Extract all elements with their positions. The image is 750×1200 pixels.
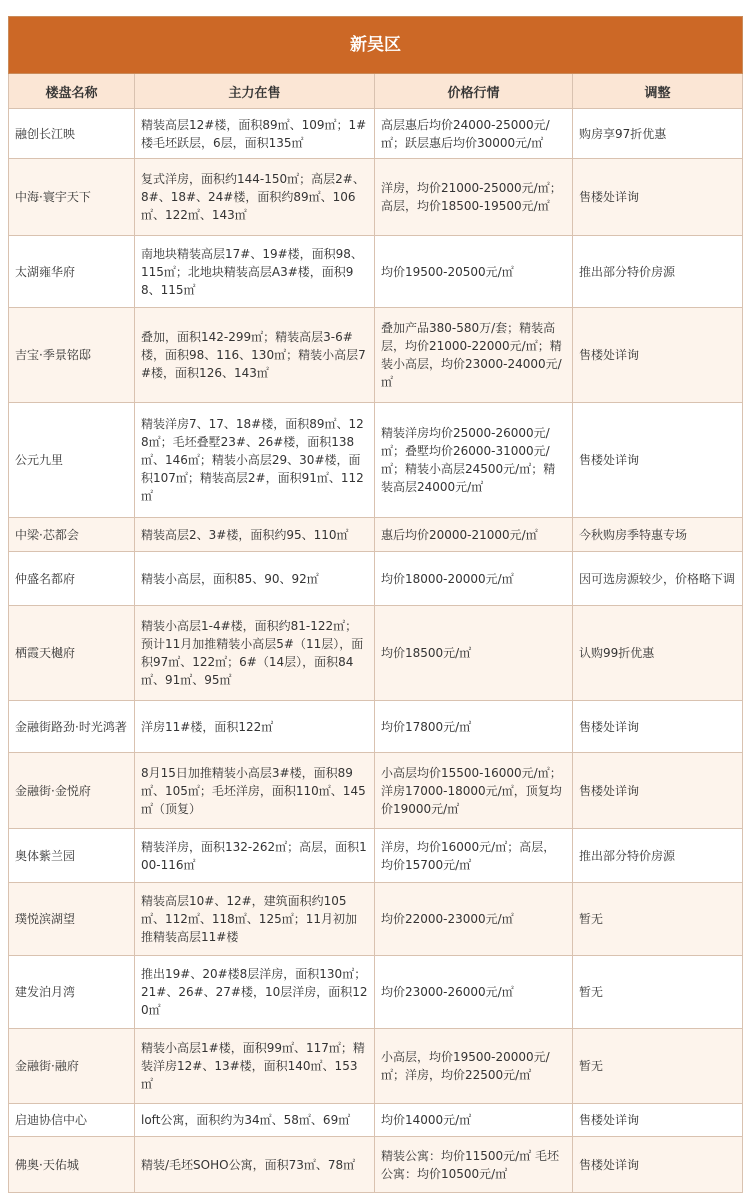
table-row xyxy=(9,606,743,701)
cell-sale: 精装小高层1#楼，面积99㎡、117㎡；精装洋房12#、13#楼，面积140㎡、153㎡ xyxy=(135,1029,375,1104)
table-row xyxy=(9,552,743,606)
cell-sale: loft公寓，面积约为34㎡、58㎡、69㎡ xyxy=(135,1104,375,1137)
cell-price: 均价14000元/㎡ xyxy=(375,1104,573,1137)
table-row xyxy=(9,1029,743,1104)
cell-name: 公元九里 xyxy=(9,403,135,518)
cell-sale: 精装洋房7、17、18#楼，面积89㎡、128㎡；毛坯叠墅23#、26#楼，面积138㎡、146㎡；精装小高层29、30#楼，面积107㎡；精装高层2#，面积91㎡、112㎡ xyxy=(135,403,375,518)
table-row xyxy=(9,403,743,518)
cell-adjust: 推出部分特价房源 xyxy=(573,829,743,883)
cell-price: 均价18000-20000元/㎡ xyxy=(375,552,573,606)
cell-price: 均价22000-23000元/㎡ xyxy=(375,883,573,956)
cell-adjust: 售楼处详询 xyxy=(573,159,743,236)
cell-adjust: 售楼处详询 xyxy=(573,403,743,518)
cell-sale: 推出19#、20#楼8层洋房，面积130㎡；21#、26#、27#楼，10层洋房，面积120㎡ xyxy=(135,956,375,1029)
cell-name: 启迪协信中心 xyxy=(9,1104,135,1137)
cell-name: 奥体紫兰园 xyxy=(9,829,135,883)
table-row xyxy=(9,956,743,1029)
cell-sale: 精装高层10#、12#，建筑面积约105㎡、112㎡、118㎡、125㎡；11月初加推精装高层11#楼 xyxy=(135,883,375,956)
table-header-row xyxy=(9,74,743,109)
cell-adjust: 售楼处详询 xyxy=(573,1104,743,1137)
cell-adjust: 售楼处详询 xyxy=(573,308,743,403)
cell-adjust: 认购99折优惠 xyxy=(573,606,743,701)
cell-sale: 复式洋房，面积约144-150㎡；高层2#、8#、18#、24#楼，面积约89㎡、106㎡、122㎡、143㎡ xyxy=(135,159,375,236)
cell-price: 洋房，均价16000元/㎡；高层，均价15700元/㎡ xyxy=(375,829,573,883)
cell-name: 太湖雍华府 xyxy=(9,236,135,308)
cell-price: 小高层均价15500-16000元/㎡；洋房17000-18000元/㎡，顶复均价19000元/㎡ xyxy=(375,753,573,829)
table-row xyxy=(9,159,743,236)
cell-name: 中海·寰宇天下 xyxy=(9,159,135,236)
table-title: 新吴区 xyxy=(9,17,743,74)
header-name: 楼盘名称 xyxy=(9,74,135,109)
cell-sale: 南地块精装高层17#、19#楼，面积98、115㎡；北地块精装高层A3#楼，面积98、115㎡ xyxy=(135,236,375,308)
price-table-container xyxy=(8,16,742,1193)
cell-adjust: 售楼处详询 xyxy=(573,701,743,753)
table-row xyxy=(9,883,743,956)
cell-price: 均价19500-20500元/㎡ xyxy=(375,236,573,308)
cell-adjust: 推出部分特价房源 xyxy=(573,236,743,308)
cell-adjust: 暂无 xyxy=(573,956,743,1029)
cell-sale: 精装洋房，面积132-262㎡；高层，面积100-116㎡ xyxy=(135,829,375,883)
cell-sale: 精装高层12#楼，面积89㎡、109㎡；1#楼毛坯跃层，6层，面积135㎡ xyxy=(135,109,375,159)
header-sale: 主力在售 xyxy=(135,74,375,109)
cell-sale: 精装/毛坯SOHO公寓，面积73㎡、78㎡ xyxy=(135,1137,375,1193)
cell-name: 金融街·金悦府 xyxy=(9,753,135,829)
cell-sale: 叠加，面积142-299㎡；精装高层3-6#楼，面积98、116、130㎡；精装小高层7#楼，面积126、143㎡ xyxy=(135,308,375,403)
table-row xyxy=(9,829,743,883)
table-row xyxy=(9,518,743,552)
header-adjust: 调整 xyxy=(573,74,743,109)
cell-adjust: 售楼处详询 xyxy=(573,1137,743,1193)
cell-price: 精装公寓：均价11500元/㎡ 毛坯公寓：均价10500元/㎡ xyxy=(375,1137,573,1193)
cell-name: 璞悦滨湖望 xyxy=(9,883,135,956)
cell-adjust: 售楼处详询 xyxy=(573,753,743,829)
cell-adjust: 购房享97折优惠 xyxy=(573,109,743,159)
header-price: 价格行情 xyxy=(375,74,573,109)
table-row xyxy=(9,753,743,829)
cell-name: 金融街路劲·时光鸿著 xyxy=(9,701,135,753)
cell-sale: 精装小高层，面积85、90、92㎡ xyxy=(135,552,375,606)
cell-name: 中梁·芯都会 xyxy=(9,518,135,552)
cell-adjust: 今秋购房季特惠专场 xyxy=(573,518,743,552)
cell-name: 仲盛名都府 xyxy=(9,552,135,606)
price-table xyxy=(8,16,743,1193)
cell-price: 均价23000-26000元/㎡ xyxy=(375,956,573,1029)
cell-price: 均价17800元/㎡ xyxy=(375,701,573,753)
cell-price: 精装洋房均价25000-26000元/㎡；叠墅均价26000-31000元/㎡；精装小高层24500元/㎡；精装高层24000元/㎡ xyxy=(375,403,573,518)
table-row xyxy=(9,109,743,159)
cell-sale: 精装高层2、3#楼，面积约95、110㎡ xyxy=(135,518,375,552)
cell-price: 惠后均价20000-21000元/㎡ xyxy=(375,518,573,552)
cell-name: 吉宝·季景铭邸 xyxy=(9,308,135,403)
cell-name: 金融街·融府 xyxy=(9,1029,135,1104)
cell-name: 佛奥·天佑城 xyxy=(9,1137,135,1193)
cell-price: 高层惠后均价24000-25000元/㎡；跃层惠后均价30000元/㎡ xyxy=(375,109,573,159)
table-row xyxy=(9,236,743,308)
cell-name: 建发泊月湾 xyxy=(9,956,135,1029)
cell-sale: 洋房11#楼，面积122㎡ xyxy=(135,701,375,753)
cell-adjust: 暂无 xyxy=(573,883,743,956)
cell-adjust: 暂无 xyxy=(573,1029,743,1104)
table-row xyxy=(9,1104,743,1137)
cell-price: 均价18500元/㎡ xyxy=(375,606,573,701)
cell-sale: 精装小高层1-4#楼，面积约81-122㎡；预计11月加推精装小高层5#（11层），面积97㎡、122㎡；6#（14层），面积84㎡、91㎡、95㎡ xyxy=(135,606,375,701)
cell-price: 洋房，均价21000-25000元/㎡；高层，均价18500-19500元/㎡ xyxy=(375,159,573,236)
table-row xyxy=(9,308,743,403)
cell-price: 叠加产品380-580万/套；精装高层，均价21000-22000元/㎡；精装小高层，均价23000-24000元/㎡ xyxy=(375,308,573,403)
table-row xyxy=(9,701,743,753)
cell-price: 小高层，均价19500-20000元/㎡；洋房，均价22500元/㎡ xyxy=(375,1029,573,1104)
cell-adjust: 因可选房源较少，价格略下调 xyxy=(573,552,743,606)
table-row xyxy=(9,1137,743,1193)
cell-name: 栖霞天樾府 xyxy=(9,606,135,701)
cell-name: 融创长江映 xyxy=(9,109,135,159)
cell-sale: 8月15日加推精装小高层3#楼，面积89㎡、105㎡；毛坯洋房，面积110㎡、145㎡（顶复） xyxy=(135,753,375,829)
